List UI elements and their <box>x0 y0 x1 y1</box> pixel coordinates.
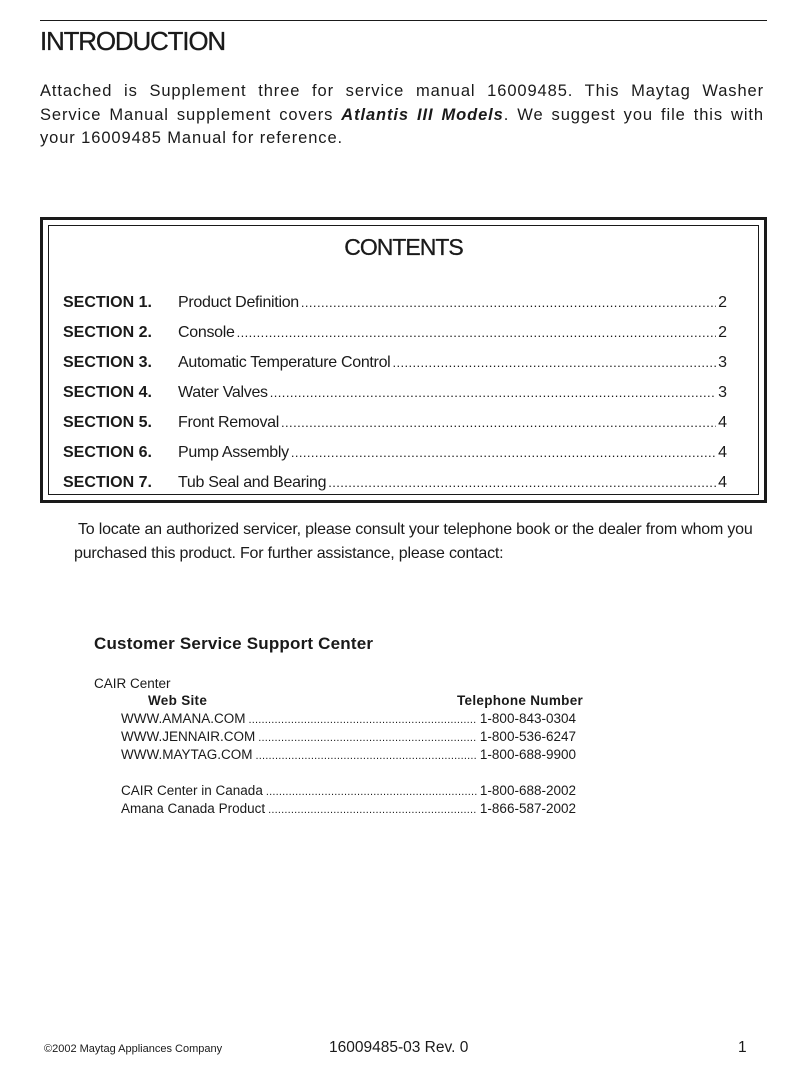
toc-section-title: Pump Assembly <box>178 444 289 461</box>
contents-title: CONTENTS <box>344 234 463 260</box>
contact-leader-dots <box>268 804 477 816</box>
toc-row-section-2 <box>63 324 727 348</box>
intro-text-emphasis: Atlantis III Models <box>341 105 504 124</box>
toc-page-number: 3 <box>718 384 727 401</box>
toc-row-section-5 <box>63 414 727 438</box>
toc-leader-dots <box>301 295 716 310</box>
toc-leader-dots <box>270 385 716 400</box>
contents-inner-frame <box>48 225 759 495</box>
support-heading: Customer Service Support Center <box>94 634 374 653</box>
toc-section-label: SECTION 6. <box>63 444 152 461</box>
contact-phone: 1-800-843-0304 <box>479 711 576 726</box>
web-site-column-header: Web Site <box>148 693 208 708</box>
contents-box <box>40 217 767 503</box>
toc-section-title: Front Removal <box>178 414 280 431</box>
top-rule <box>40 20 767 21</box>
servicer-paragraph: To locate an authorized servicer, please consult your telephone book or the dealer from whom you purchased this product. For further assistance, please contact: <box>74 521 753 562</box>
contact-web-site: WWW.JENNAIR.COM <box>121 729 256 744</box>
contact-web-site: WWW.MAYTAG.COM <box>121 747 253 762</box>
toc-section-label: SECTION 1. <box>63 294 152 311</box>
toc-section-title: Product Definition <box>178 294 299 311</box>
footer-document-number: 16009485-03 Rev. 0 <box>329 1039 469 1056</box>
toc-page-number: 2 <box>718 324 727 341</box>
toc-leader-dots <box>281 415 716 430</box>
contact-leader-dots <box>249 714 477 726</box>
contact-row-amana <box>121 711 576 729</box>
toc-section-title: Water Valves <box>178 384 268 401</box>
intro-heading: INTRODUCTION <box>40 26 225 56</box>
toc-section-label: SECTION 7. <box>63 474 152 491</box>
contact-row-jennair <box>121 729 576 747</box>
toc-row-section-1 <box>63 294 727 318</box>
contact-leader-dots <box>258 732 477 744</box>
footer-copyright: ©2002 Maytag Appliances Company <box>44 1043 223 1055</box>
intro-paragraph <box>40 80 764 151</box>
telephone-column-header: Telephone Number <box>457 693 584 708</box>
toc-leader-dots <box>291 445 716 460</box>
contact-phone: 1-866-587-2002 <box>479 801 576 816</box>
contact-phone: 1-800-688-2002 <box>479 783 576 798</box>
contact-row-amana-canada <box>121 801 576 819</box>
toc-row-section-6 <box>63 444 727 468</box>
contact-leader-dots <box>266 786 477 798</box>
contact-phone: 1-800-536-6247 <box>479 729 576 744</box>
toc-page-number: 4 <box>718 414 727 431</box>
contact-location: Amana Canada Product <box>121 801 266 816</box>
toc-page-number: 3 <box>718 354 727 371</box>
intro-text-before: Attached is Supplement three for service manual 16009485. This Maytag Washer Service Manual supplement covers <box>40 82 764 124</box>
contact-row-maytag <box>121 747 576 765</box>
toc-section-label: SECTION 3. <box>63 354 152 371</box>
toc-section-label: SECTION 5. <box>63 414 152 431</box>
toc-leader-dots <box>392 355 716 370</box>
contact-web-site: WWW.AMANA.COM <box>121 711 246 726</box>
contact-row-cair-canada <box>121 783 576 801</box>
cair-center-label: CAIR Center <box>94 676 171 691</box>
toc-section-label: SECTION 2. <box>63 324 152 341</box>
toc-section-title: Automatic Temperature Control <box>178 354 391 371</box>
toc-section-title: Tub Seal and Bearing <box>178 474 327 491</box>
footer-page-number: 1 <box>738 1039 747 1056</box>
toc-leader-dots <box>237 325 716 340</box>
toc-page-number: 4 <box>718 444 727 461</box>
toc-row-section-3 <box>63 354 727 378</box>
toc-section-title: Console <box>178 324 235 341</box>
toc-leader-dots <box>328 475 716 490</box>
contact-leader-dots <box>255 750 476 762</box>
contact-phone: 1-800-688-9900 <box>479 747 576 762</box>
toc-page-number: 2 <box>718 294 727 311</box>
contact-location: CAIR Center in Canada <box>121 783 263 798</box>
toc-page-number: 4 <box>718 474 727 491</box>
intro-text-after: . We suggest you file this with your 16009485 Manual for reference. <box>40 105 764 147</box>
toc-row-section-7 <box>63 474 727 498</box>
toc-section-label: SECTION 4. <box>63 384 152 401</box>
toc-row-section-4 <box>63 384 727 408</box>
